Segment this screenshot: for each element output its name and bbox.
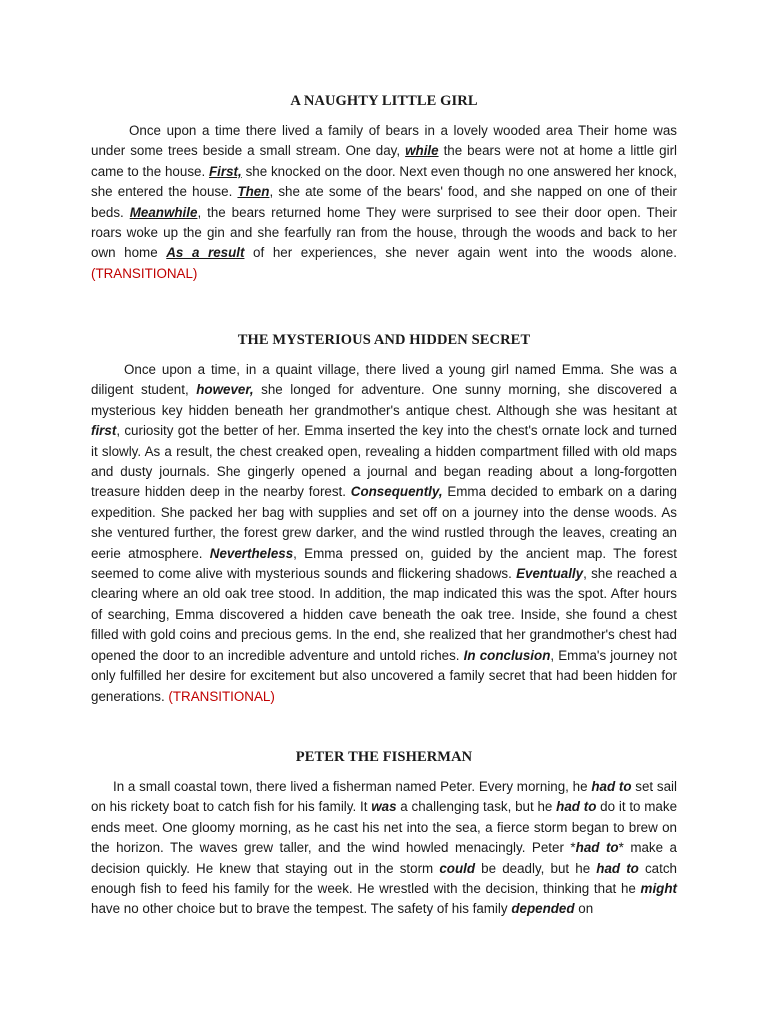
emphasized-word: was <box>371 799 397 815</box>
story-title: THE MYSTERIOUS AND HIDDEN SECRET <box>237 332 531 348</box>
story-body <box>91 360 677 707</box>
body-text: , curiosity got the better of her. Emma inserted the key into the chest's ornate lock and turned it slowly. As a result, the chest creaked open, revealing a hidden compartment filled with old maps and dusty journals. She gingerly opened a journal and began reading about a long-forgotten treasure hidden deep in the nearby forest. <box>91 423 677 500</box>
emphasized-word: might <box>640 881 677 897</box>
body-text: of her experiences, she never again went into the woods alone. <box>244 245 677 261</box>
emphasized-word: could <box>439 860 476 876</box>
body-text: a challenging task, but he <box>396 799 557 815</box>
body-text: do it to make ends meet. One gloomy morning, as he cast his net into the sea, a fierce storm began to brew on the horizon. The waves grew taller, and the wind howled menacingly. Peter * <box>91 799 678 856</box>
emphasized-word: In conclusion <box>463 647 551 663</box>
body-text: catch enough fish to feed his family for the week. He wrestled with the decision, thinking that he <box>91 860 677 897</box>
body-text: set sail on his rickety boat to catch fish for his family. It <box>91 779 677 815</box>
story-title: PETER THE FISHERMAN <box>295 749 473 765</box>
emphasized-word: depended <box>511 901 575 917</box>
transitional-label: (TRANSITIONAL) <box>91 265 198 281</box>
emphasized-word: had to <box>596 860 639 876</box>
body-text: , Emma pressed on, guided by the ancient map. The forest seemed to come alive with mysterious sounds and flickering shadows. <box>91 545 677 582</box>
emphasized-word: had to <box>556 799 597 815</box>
body-text: Once upon a time, in a quaint village, there lived a young girl named Emma. She was a diligent student, <box>91 362 677 398</box>
body-text: on <box>574 901 594 917</box>
body-text: , the bears returned home They were surprised to see their door open. Their roars woke up the gin and she fearfully ran from the house, through the woods and back to her own home <box>91 204 678 261</box>
body-text: Emma decided to embark on a daring expedition. She packed her bag with supplies and set off on a journey into the dense woods. As she ventured further, the forest grew darker, and the wind rustled through the leaves, creating an eerie atmosphere. <box>91 484 677 561</box>
emphasized-word: First, <box>209 163 242 179</box>
body-text: be deadly, but he <box>475 860 597 876</box>
emphasized-word: As a result <box>166 245 245 261</box>
emphasized-word: Consequently, <box>350 484 443 500</box>
body-text: have no other choice but to brave the tempest. The safety of his family <box>91 901 512 917</box>
story-body <box>91 121 677 284</box>
story-naughty-little-girl <box>91 93 677 284</box>
story-body <box>91 777 677 920</box>
story-peter-the-fisherman <box>91 749 677 920</box>
emphasized-word: however, <box>196 382 254 398</box>
body-text: In a small coastal town, there lived a fisherman named Peter. Every morning, he <box>113 779 592 794</box>
story-title: A NAUGHTY LITTLE GIRL <box>290 93 478 109</box>
body-text: * make a decision quickly. He knew that staying out in the storm <box>91 840 678 876</box>
transitional-label: (TRANSITIONAL) <box>168 688 275 704</box>
emphasized-word: first <box>91 423 117 439</box>
emphasized-word: Nevertheless <box>209 545 294 561</box>
emphasized-word: Then <box>237 184 270 200</box>
emphasized-word: Eventually <box>516 566 584 582</box>
story-mysterious-hidden-secret <box>91 332 677 707</box>
body-text: she longed for adventure. One sunny morning, she discovered a mysterious key hidden beneath her grandmother's antique chest. Although she was hesitant at <box>91 382 677 418</box>
emphasized-word: while <box>405 143 439 159</box>
emphasized-word: Meanwhile <box>129 204 198 220</box>
body-text: , she reached a clearing where an old oak tree stood. In addition, the map indicated this was the spot. After hours of searching, Emma discovered a hidden cave beneath the oak tree. Inside, she found a chest filled with gold coins and precious gems. In the end, she realized that her grandmother's chest had opened the door to an incredible adventure and untold riches. <box>91 566 678 663</box>
body-text: , Emma's journey not only fulfilled her desire for excitement but also uncovered a family secret that had been hidden for generations. <box>91 647 677 704</box>
emphasized-word: had to <box>575 840 619 856</box>
body-text: she knocked on the door. Next even though no one answered her knock, she entered the house. <box>91 163 677 200</box>
body-text: the bears were not at home a little girl came to the house. <box>91 143 678 179</box>
emphasized-word: had to <box>591 779 632 794</box>
body-text: Once upon a time there lived a family of bears in a lovely wooded area Their home was under some trees beside a small stream. One day, <box>91 123 677 159</box>
body-text: , she ate some of the bears' food, and she napped on one of their beds. <box>91 184 677 220</box>
